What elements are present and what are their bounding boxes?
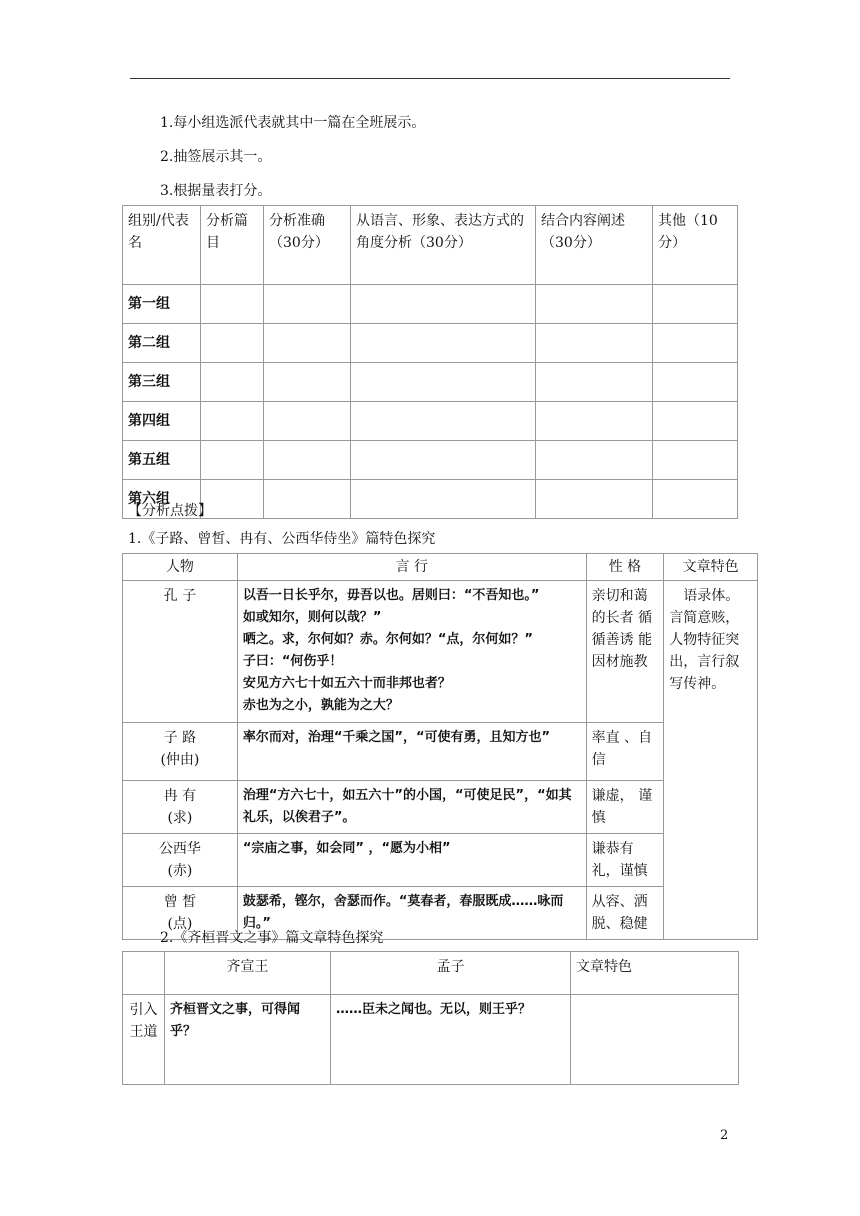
analysis-title: 【分析点拨】	[128, 503, 212, 519]
debate-header: 齐宣王	[165, 952, 331, 995]
section-1-title: 1.《子路、曾皙、冉有、公西华侍坐》篇特色探究	[128, 531, 436, 547]
score-header: 结合内容阐述（30分）	[536, 206, 653, 285]
step-2: 2.抽签展示其一。	[160, 149, 272, 165]
debate-header: 文章特色	[571, 952, 739, 995]
king-speech: 齐桓晋文之事，可得闻乎？	[165, 995, 331, 1085]
char-header: 性 格	[586, 554, 664, 581]
person-cell	[123, 581, 238, 723]
score-header: 组别/代表名	[123, 206, 201, 285]
debate-header: 孟子	[331, 952, 571, 995]
person-cell	[123, 834, 238, 887]
group-label: 第二组	[123, 324, 201, 363]
debate-table	[122, 951, 739, 1085]
feature-cell: 语录体。言简意赅，人物特征突出，言行叙写传神。	[664, 581, 758, 940]
score-header: 从语言、形象、表达方式的角度分析（30分）	[351, 206, 536, 285]
group-label: 第三组	[123, 363, 201, 402]
group-label: 第一组	[123, 285, 201, 324]
row-label: 引入王道	[123, 995, 165, 1085]
score-header: 分析准确（30分）	[264, 206, 351, 285]
person-cell	[123, 781, 238, 834]
character-cell: 谦虚， 谨慎	[586, 781, 664, 834]
step-3: 3.根据量表打分。	[160, 183, 272, 199]
person-alias: (赤)	[167, 863, 193, 879]
score-table	[122, 205, 738, 519]
character-cell: 从容、洒脱、稳健	[586, 887, 664, 940]
score-header: 分析篇目	[201, 206, 264, 285]
speech-cell: 率尔而对，治理“千乘之国”，“可使有勇，且知方也”	[237, 723, 586, 781]
person-name: 冉 有	[163, 788, 197, 804]
speech-cell: “宗庙之事，如会同” ，“愿为小相”	[237, 834, 586, 887]
group-label: 第四组	[123, 402, 201, 441]
group-label: 第六组	[123, 480, 201, 519]
score-header: 其他（10分）	[653, 206, 738, 285]
page-number: 2	[720, 1128, 729, 1143]
character-cell: 率直 、自信	[586, 723, 664, 781]
person-name: 孔 子	[163, 588, 197, 604]
feature-cell	[571, 995, 739, 1085]
speech-cell: 以吾一日长乎尔，毋吾以也。居则曰：“不吾知也。” 如或知尔，则何以哉？” 哂之。求，尔何如？赤。尔何如？“点，尔何如？” 子曰：“何伤乎！ 安见方六七十如五六十而非邦也者？ 赤也为之小，孰能为之大？	[237, 581, 586, 723]
person-name: 曾 皙	[163, 894, 197, 910]
mencius-speech: ……臣未之闻也。无以，则王乎？	[331, 995, 571, 1085]
debate-header	[123, 952, 165, 995]
person-name: 子 路	[163, 730, 197, 746]
character-cell: 谦恭有礼，谨慎	[586, 834, 664, 887]
step-1: 1.每小组选派代表就其中一篇在全班展示。	[160, 115, 426, 131]
group-label: 第五组	[123, 441, 201, 480]
person-alias: (求)	[167, 810, 193, 826]
char-header: 言 行	[237, 554, 586, 581]
char-header: 人物	[123, 554, 238, 581]
character-cell: 亲切和蔼的长者 循循善诱 能因材施教	[586, 581, 664, 723]
character-table	[122, 553, 758, 940]
header-rule	[130, 78, 730, 79]
char-header: 文章特色	[664, 554, 758, 581]
person-alias: (点)	[167, 916, 193, 932]
person-cell	[123, 723, 238, 781]
speech-cell: 治理“方六七十，如五六十”的小国，“可使足民”，“如其礼乐，以俟君子”。	[237, 781, 586, 834]
speech-cell: 鼓瑟希，铿尔，舍瑟而作。“莫春者，春服既成……咏而归。”	[237, 887, 586, 940]
section-2-title: 2.《齐桓晋文之事》篇文章特色探究	[160, 930, 384, 946]
person-name: 公西华	[158, 841, 201, 857]
person-alias: (仲由)	[160, 752, 200, 768]
